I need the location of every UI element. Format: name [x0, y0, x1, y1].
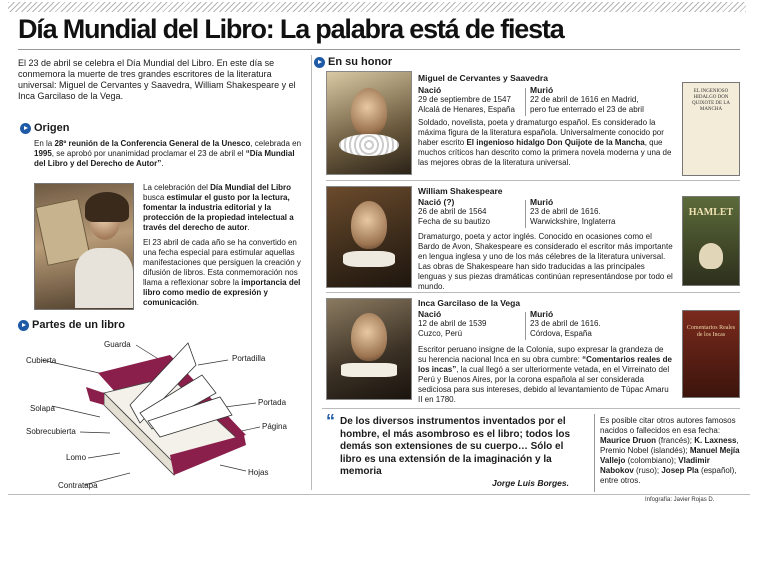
title-rule: [18, 49, 740, 50]
page-title: Día Mundial del Libro: La palabra está de fiesta: [18, 14, 564, 44]
text-span: 1995: [34, 149, 52, 158]
arrow-icon: [18, 320, 29, 331]
garcilaso-bio: [418, 345, 674, 405]
label-lomo: Lomo: [66, 453, 87, 462]
cervantes-divider: [525, 88, 526, 116]
garcilaso-divider: [525, 312, 526, 340]
died-date: 23 de abril de 1616.: [530, 207, 601, 216]
cervantes-name: Miguel de Cervantes y Saavedra: [418, 73, 548, 83]
text-span: , la cual llegó a ser ulteriormente vetada, en el Virreinato del Perú y Buenos Aires, por la corona española al ser considerada sediciosa para sus intereses, debido al levantamiento de Túpac Amaru II en 1780.: [418, 365, 670, 404]
label-solapa: Solapa: [30, 404, 55, 413]
text-span: En la: [34, 139, 55, 148]
label-hojas: Hojas: [248, 468, 269, 477]
cervantes-ruff: [339, 134, 399, 156]
author-name: Josep Pla: [661, 466, 699, 475]
text-span: busca: [143, 193, 167, 202]
shakespeare-face: [351, 201, 387, 249]
label-portada: Portada: [258, 398, 287, 407]
cervantes-died: [530, 85, 670, 115]
cervantes-face: [351, 88, 387, 136]
label-portadilla: Portadilla: [232, 354, 266, 363]
label-guarda: Guarda: [104, 340, 131, 349]
intro-text: El 23 de abril se celebra el Día Mundial del Libro. En este día se conmemora la muerte de tres grandes escritores de la literatura universal: Miguel de Cervantes y Saavedra, William Shakespeare y el Inca Garcilaso de la Vega.: [18, 58, 296, 101]
text-span: El ingenioso hidalgo Don Quijote de la Mancha: [466, 138, 645, 147]
cervantes-bio: [418, 118, 674, 168]
garcilaso-rule: [326, 292, 740, 293]
text-span: Es posible citar otros autores famosos nacidos o fallecidos en esa fecha:: [600, 416, 736, 435]
cervantes-born: [418, 85, 522, 115]
text-span: , que muchos críticos han descrito como la primera novela moderna y una de las mejores obras de la literatura universal.: [418, 138, 672, 167]
origen-paragraph-1: [34, 139, 304, 169]
shakespeare-portrait: [326, 186, 412, 288]
text-span: Día Mundial del Libro: [210, 183, 292, 192]
text-span: Escritor peruano insigne de la Colonia, supo expresar la grandeza de su herencia nacional Inca en su obra cumbre:: [418, 345, 664, 364]
text-span: .: [247, 223, 250, 232]
died-place: pero fue enterrado el 23 de abril: [530, 105, 644, 114]
hamlet-cover-title: HAMLET: [688, 207, 734, 218]
born-place: Cuzco, Perú: [418, 329, 463, 338]
garcilaso-name: Inca Garcilaso de la Vega: [418, 298, 521, 308]
text-span: (francés);: [656, 436, 695, 445]
text-span: , Premio Nobel (islandés);: [600, 436, 739, 455]
author-name: Vladimir Nabokov: [600, 456, 710, 475]
arrow-icon: [20, 123, 31, 134]
cervantes-portrait: [326, 71, 412, 175]
origen-heading-label: Origen: [34, 122, 70, 134]
garcilaso-born: [418, 309, 522, 339]
shakespeare-name: William Shakespeare: [418, 186, 503, 196]
died-label: Murió: [530, 309, 554, 319]
quote-top-rule: [322, 408, 740, 409]
shakespeare-born: [418, 197, 522, 227]
text-span: .: [196, 298, 200, 307]
quijote-cover: [682, 82, 740, 176]
shakespeare-collar: [343, 251, 395, 267]
died-place: Warwickshire, Inglaterra: [530, 217, 616, 226]
quote-author: Jorge Luis Borges.: [492, 478, 569, 488]
book-flap: [86, 387, 104, 405]
author-name: Manuel Mejía Vallejo: [600, 446, 740, 465]
garcilaso-collar: [341, 363, 397, 377]
author-name: Maurice Druon: [600, 436, 657, 445]
garcilaso-face: [351, 313, 387, 361]
partes-heading-label: Partes de un libro: [32, 319, 125, 331]
text-span: (colombiano);: [625, 456, 679, 465]
born-label: Nació: [418, 85, 442, 95]
born-place: Alcalá de Henares, España: [418, 105, 515, 114]
text-span: , se aprobó por unanimidad proclamar el 23 de abril el: [51, 149, 246, 158]
honor-heading-label: En su honor: [328, 56, 393, 68]
text-span: “Comentarios reales de los incas”: [418, 355, 672, 374]
partes-heading: [18, 319, 125, 331]
quijote-cover-title: EL INGENIOSO HIDALGO DON QUIXOTE DE LA MANCHA: [691, 89, 731, 112]
column-divider: [311, 55, 312, 490]
shakespeare-divider: [525, 200, 526, 228]
other-authors: [600, 416, 740, 486]
text-span: (ruso);: [633, 466, 662, 475]
died-label: Murió: [530, 197, 554, 207]
died-place: Córdova, España: [530, 329, 592, 338]
born-date: 26 de abril de 1564: [418, 207, 487, 216]
quote-text: De los diversos instrumentos inventados por el hombre, el más asombroso es el libro; todos los demás son extensiones de su cuerpo… Sólo el libro es una extensión de la imaginación y la memoria: [340, 416, 571, 477]
photo-body: [75, 248, 133, 308]
bottom-rule: [8, 494, 750, 495]
born-date: 12 de abril de 1539: [418, 319, 487, 328]
origen-paragraph-2: [143, 183, 305, 233]
shakespeare-bio: Dramaturgo, poeta y actor inglés. Conocido en ocasiones como el Bardo de Avon, Shakespeare es considerado el escritor más importante en lengua inglesa y uno de los más célebres de la literatura universal. Las obras de Shakespeare han sido traducidas a las principales lenguas y sus piezas dramáticas continúan representándose por todo el mundo.: [418, 232, 673, 291]
skull-icon: [699, 243, 723, 269]
text-span: .: [161, 159, 164, 168]
died-date: 23 de abril de 1616.: [530, 319, 601, 328]
label-contratapa: Contratapa: [58, 481, 98, 490]
open-quote-icon: “: [326, 411, 335, 431]
died-date: 22 de abril de 1616 en Madrid,: [530, 95, 639, 104]
born-label: Nació (?): [418, 197, 455, 207]
reading-photo: [34, 183, 134, 310]
born-place: Fecha de su bautizo: [418, 217, 491, 226]
text-span: , celebrada en: [250, 139, 302, 148]
credit: Infografía: Javier Rojas D.: [645, 497, 715, 503]
comentarios-cover-title: Comentarios Reales de los Incas: [686, 325, 736, 338]
author-name: K. Laxness: [694, 436, 737, 445]
hamlet-cover: [682, 196, 740, 286]
born-date: 29 de septiembre de 1547: [418, 95, 511, 104]
text-span: 28º reunión de la Conferencia General de la Unesco: [54, 139, 251, 148]
text-span: Soldado, novelista, poeta y dramaturgo español. Es considerado la máxima figura de la literatura española. Universalmente conocido por haber escrito: [418, 118, 664, 147]
shakespeare-rule: [326, 180, 740, 181]
origen-paragraph-3: [143, 238, 305, 308]
honor-heading: [314, 56, 392, 68]
label-cubierta: Cubierta: [26, 356, 57, 365]
text-span: (español), entre otros.: [600, 466, 737, 485]
text-span: El 23 abril de cada año se ha convertido en una fecha especial para estimular aquellas manifestaciones que persiguen la creación y difusión de libros. Esta conmemoración nos llama a reflexionar sobre la: [143, 238, 301, 287]
garcilaso-portrait: [326, 298, 412, 400]
text-span: “Día Mundial del Libro y del Derecho de Autor”: [34, 149, 295, 168]
origen-heading: [20, 122, 69, 134]
garcilaso-died: [530, 309, 670, 339]
header-stripe: [8, 2, 746, 12]
born-label: Nació: [418, 309, 442, 319]
label-sobrecubierta: Sobrecubierta: [26, 427, 76, 436]
quote-divider: [594, 414, 595, 492]
text-span: importancia del libro como medio de expresión y comunicación: [143, 278, 301, 307]
died-label: Murió: [530, 85, 554, 95]
text-span: estimular el gusto por la lectura, fomentar la industria editorial y la protección de la propiedad intelectual a través del derecho de autor: [143, 193, 294, 232]
photo-hair: [85, 192, 129, 222]
text-span: La celebración del: [143, 183, 211, 192]
shakespeare-died: [530, 197, 670, 227]
label-pagina: Página: [262, 422, 287, 431]
arrow-icon: [314, 57, 325, 68]
comentarios-cover: [682, 310, 740, 398]
